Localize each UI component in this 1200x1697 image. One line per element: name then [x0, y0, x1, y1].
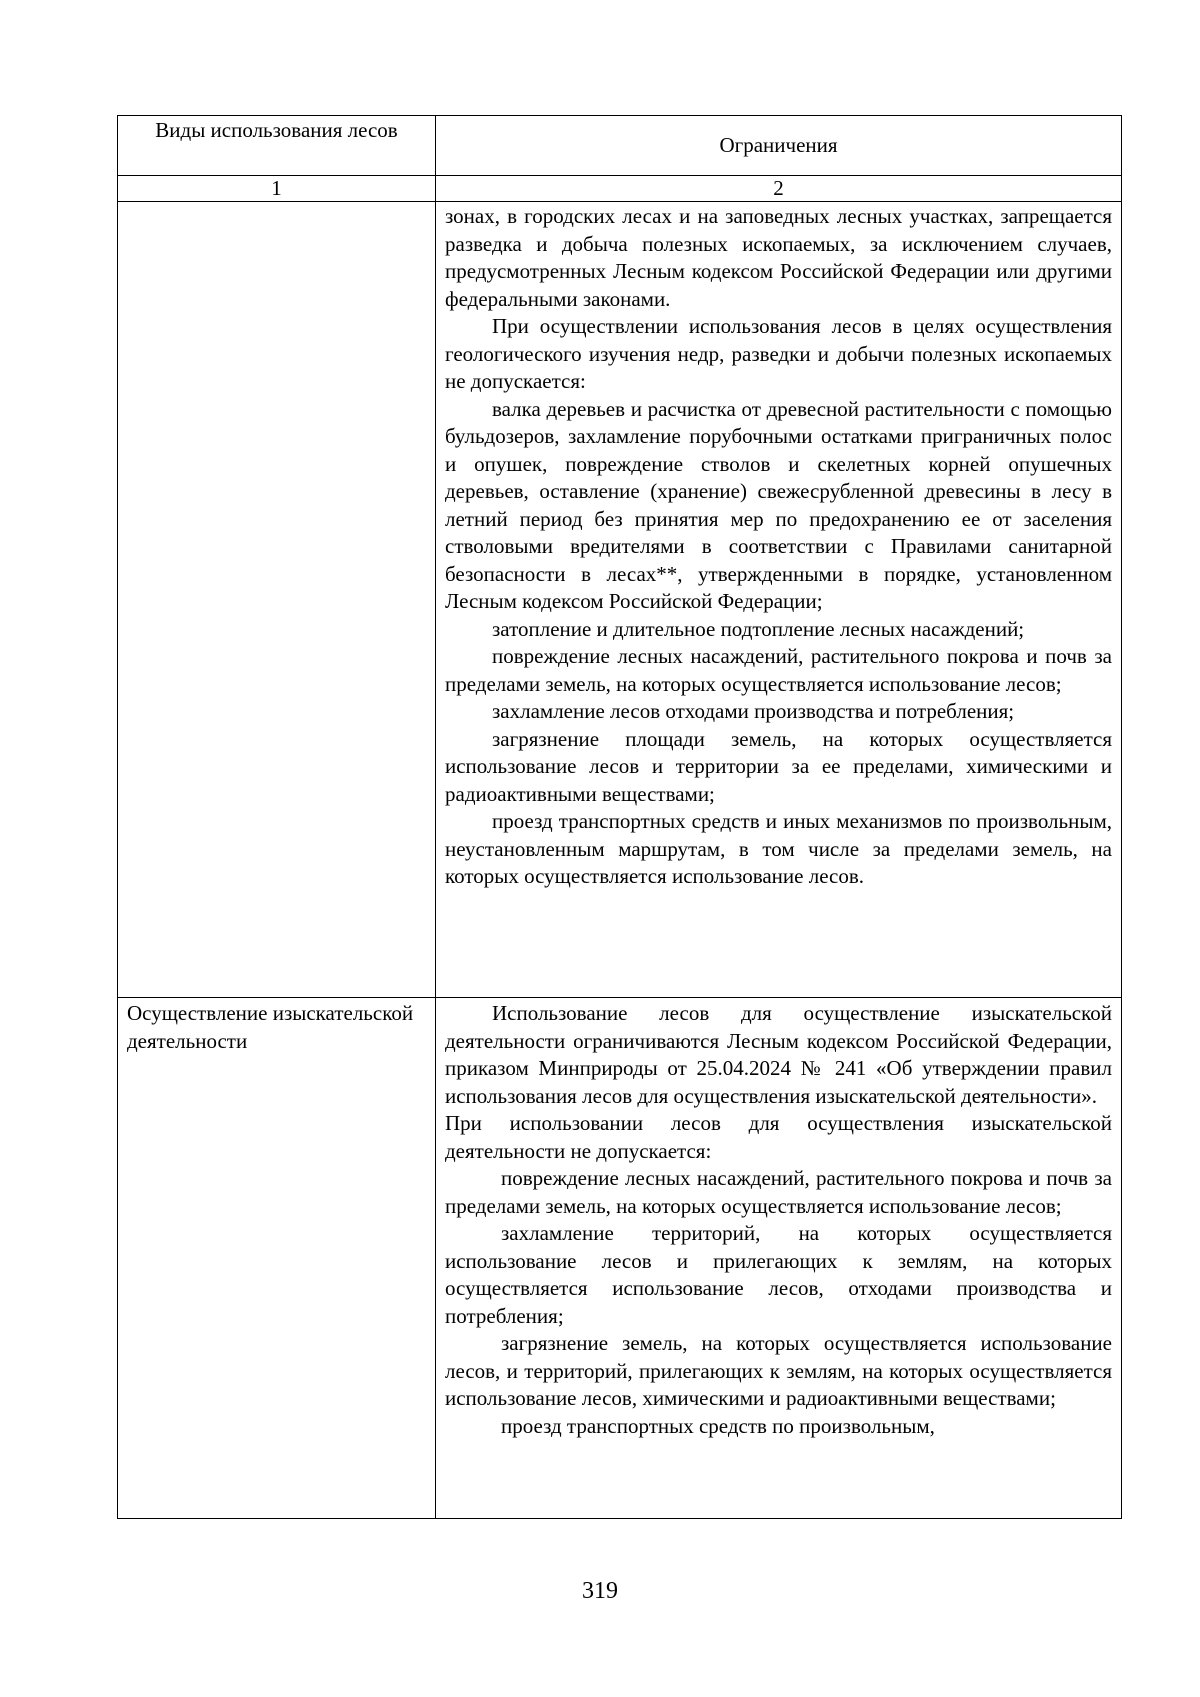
table-header-row: [118, 116, 1122, 176]
restrictions-cell: [436, 202, 1122, 998]
restriction-paragraph: Использование лесов для осуществление изыскательской деятельности ограничиваются Лесным кодексом Российской Федерации, приказом Минприроды от 25.04.2024 № 241 «Об утверждении правил использования лесов для осуществления изыскательской деятельности».: [445, 1001, 1112, 1108]
restriction-paragraph: затопление и длительное подтопление лесных насаждений;: [492, 616, 1025, 641]
header-forest-use-types: Виды использования лесов: [118, 116, 436, 176]
restrictions-cell: [436, 998, 1122, 1519]
table-row: [118, 202, 1122, 998]
restriction-paragraph: захламление лесов отходами производства и потребления;: [492, 699, 1015, 723]
forest-use-kind-cell: [118, 202, 436, 998]
table-column-numbers-row: [118, 176, 1122, 202]
column-number-1: 1: [118, 176, 436, 202]
restriction-paragraph: захламление территорий, на которых осуществляется использование лесов и прилегающих к землям, на которых осуществляется использование лесов, отходами производства и потребления;: [445, 1221, 1112, 1328]
restriction-paragraph: проезд транспортных средств по произвольным,: [501, 1413, 935, 1438]
restriction-paragraph: валка деревьев и расчистка от древесной растительности с помощью бульдозеров, захламление порубочными остатками приграничных полос и опушек, повреждение стволов и скелетных корней опушечных деревьев, оставление (хранение) свежесрубленной древесины в лесу в летний период без принятия мер по предохранению ее от заселения стволовыми вредителями в соответствии с Правилами санитарной безопасности в лесах**, утвержденными в порядке, установленном Лесным кодексом Российской Федерации;: [445, 396, 1112, 613]
restriction-paragraph: повреждение лесных насаждений, растительного покрова и почв за пределами земель, на которых осуществляется использование лесов;: [445, 1166, 1112, 1218]
forest-use-kind: [118, 202, 435, 204]
forest-use-kind-cell: [118, 998, 436, 1519]
table-row: [118, 998, 1122, 1519]
restrictions-table: [117, 115, 1122, 1519]
column-number-2: 2: [436, 176, 1122, 202]
restriction-paragraph: повреждение лесных насаждений, растительного покрова и почв за пределами земель, на которых осуществляется использование лесов;: [445, 644, 1112, 696]
restriction-paragraph: загрязнение земель, на которых осуществляется использование лесов, и территорий, прилегающих к землям, на которых осуществляется использование лесов, химическими и радиоактивными веществами;: [445, 1331, 1112, 1410]
restriction-paragraph: загрязнение площади земель, на которых осуществляется использование лесов и территории за ее пределами, химическими и радиоактивными веществами;: [445, 726, 1112, 806]
restriction-paragraph: проезд транспортных средств и иных механизмов по произвольным, неустановленным маршрутам, в том числе за пределами земель, на которых осуществляется использование лесов.: [445, 809, 1112, 888]
restriction-paragraph: зонах, в городских лесах и на заповедных лесных участках, запрещается разведка и добыча полезных ископаемых, за исключением случаев, предусмотренных Лесным кодексом Российской Федерации или другими федеральными законами.: [445, 204, 1112, 311]
forest-use-kind: Осуществление изыскательской деятельности: [127, 1001, 414, 1053]
page-number: 319: [582, 1578, 618, 1604]
restriction-paragraph: При осуществлении использования лесов в целях осуществления геологического изучения недр, разведки и добычи полезных ископаемых не допускается:: [445, 314, 1112, 393]
restriction-paragraph: При использовании лесов для осуществления изыскательской деятельности не допускается:: [445, 1111, 1112, 1163]
header-restrictions: Ограничения: [436, 116, 1122, 176]
